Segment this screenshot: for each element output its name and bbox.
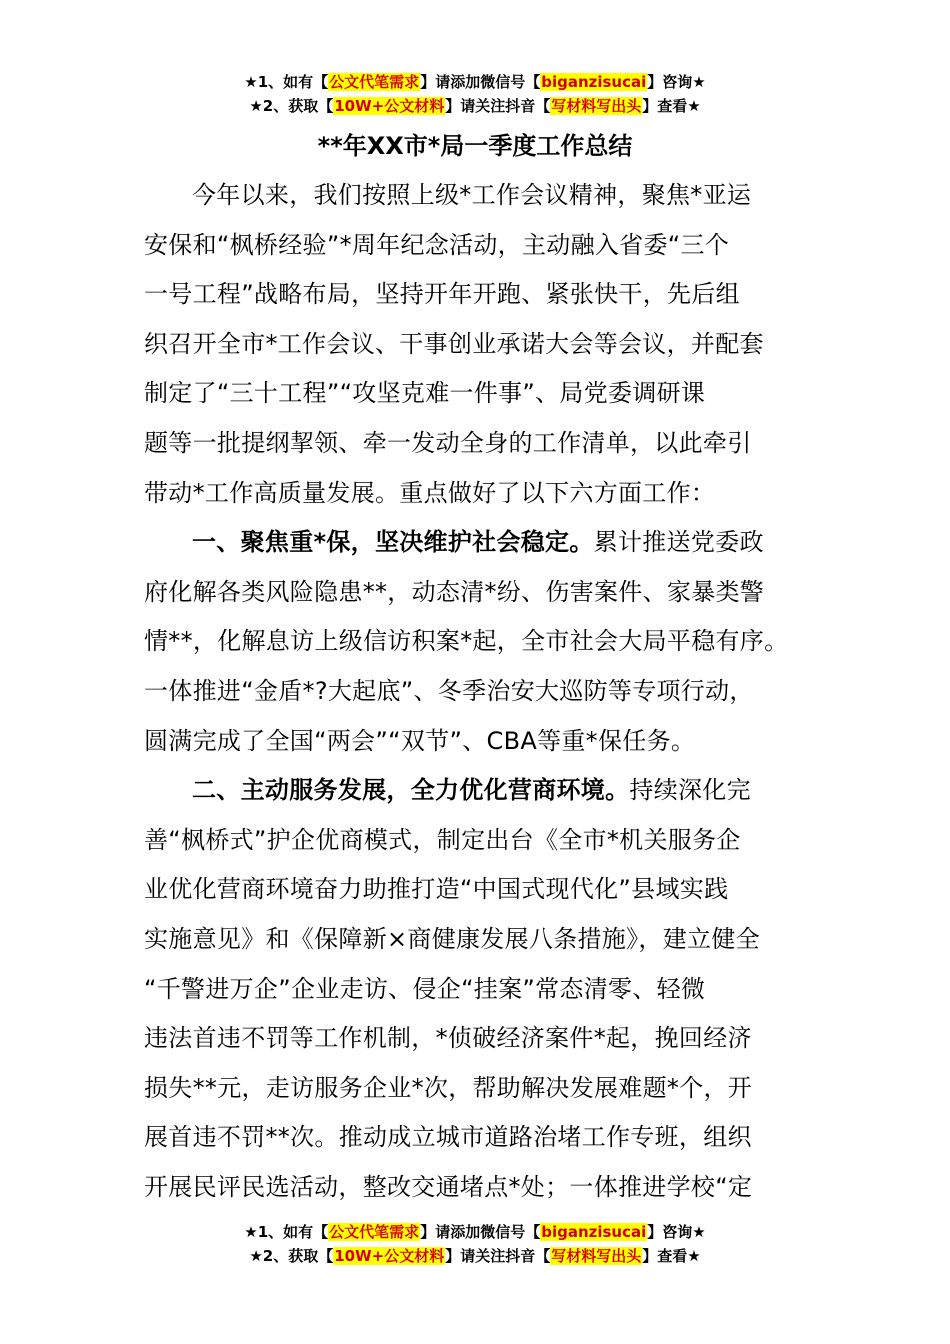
document-body [144,171,834,1212]
section-2-heading: 二、主动服务发展，全力优化营商环境。 [192,776,630,805]
highlight-douyin: 写材料写出头 [551,97,642,115]
highlight-service: 公文代笔需求 [329,1223,420,1241]
text-line: 损失**元，走访服务企业*次，帮助解决发展难题*个，开 [144,1073,753,1102]
text-line: 一、聚焦重*保，坚决维护社会稳定。累计推送党委政 [192,528,764,557]
highlight-wechat-id: biganzisucai [541,73,647,91]
document-title: **年XX市*局一季度工作总结 [317,132,633,160]
text-line: 二、主动服务发展，全力优化营商环境。持续深化完 [192,776,751,805]
text-line: 带动*工作高质量发展。重点做好了以下六方面工作： [144,478,716,507]
text-line: 一号工程”战略布局，坚持开年开跑、紧张快干，先后组 [144,280,740,309]
text-line: 题等一批提纲挈领、牵一发动全身的工作清单，以此牵引 [144,428,752,457]
bottom-banner [0,1220,950,1268]
text-line: 违法首违不罚等工作机制，*侦破经济案件*起，挽回经济 [144,1024,752,1053]
banner-line-2: ★2、获取【10W+公文材料】请关注抖音【写材料写出头】查看★ [249,97,701,115]
text-line: 业优化营商环境奋力助推打造“中国式现代化”县域实践 [144,875,729,904]
text-line: 今年以来，我们按照上级*工作会议精神，聚焦*亚运 [192,181,752,209]
highlight-materials: 10W+公文材料 [334,97,445,115]
text-line: 安保和“枫桥经验”*周年纪念活动，主动融入省委“三个 [144,230,730,259]
section-2-paragraph [144,766,834,1212]
highlight-service: 公文代笔需求 [329,73,420,91]
text-line: “千警进万企”企业走访、侵企“挂案”常态清零、轻微 [144,974,706,1003]
highlight-wechat-id: biganzisucai [541,1223,647,1241]
section-1-paragraph [144,518,834,766]
text-line: 情**，化解息访上级信访积案*起，全市社会大局平稳有序。 [144,627,789,656]
text-line: 织召开全市*工作会议、干事创业承诺大会等会议，并配套 [144,329,764,358]
top-banner [0,70,950,118]
text-line: 制定了“三十工程”“攻坚克难一件事”、局党委调研课 [144,379,706,408]
text-line: 圆满完成了全国“两会”“双节”、CBA等重*保任务。 [144,726,696,755]
text-line: 实施意见》和《保障新×商健康发展八条措施》，建立健全 [144,924,760,953]
section-1-heading: 一、聚焦重*保，坚决维护社会稳定。 [192,528,594,557]
intro-paragraph [144,171,834,518]
banner-line-1: ★1、如有【公文代笔需求】请添加微信号【biganzisucai】咨询★ [244,73,706,91]
banner-line-1: ★1、如有【公文代笔需求】请添加微信号【biganzisucai】咨询★ [244,1223,706,1241]
highlight-douyin: 写材料写出头 [551,1247,642,1265]
text-line: 善“枫桥式”护企优商模式，制定出台《全市*机关服务企 [144,825,741,854]
text-line: 展首违不罚**次。推动成立城市道路治堵工作专班，组织 [144,1123,752,1152]
highlight-materials: 10W+公文材料 [334,1247,445,1265]
text-line: 开展民评民选活动，整改交通堵点*处；一体推进学校“定 [144,1172,753,1201]
text-line: 府化解各类风险隐患**，动态清*纷、伤害案件、家暴类警 [144,577,765,606]
text-line: 一体推进“金盾*?大起底”、冬季治安大巡防等专项行动， [144,676,754,705]
banner-line-2: ★2、获取【10W+公文材料】请关注抖音【写材料写出头】查看★ [249,1247,701,1265]
